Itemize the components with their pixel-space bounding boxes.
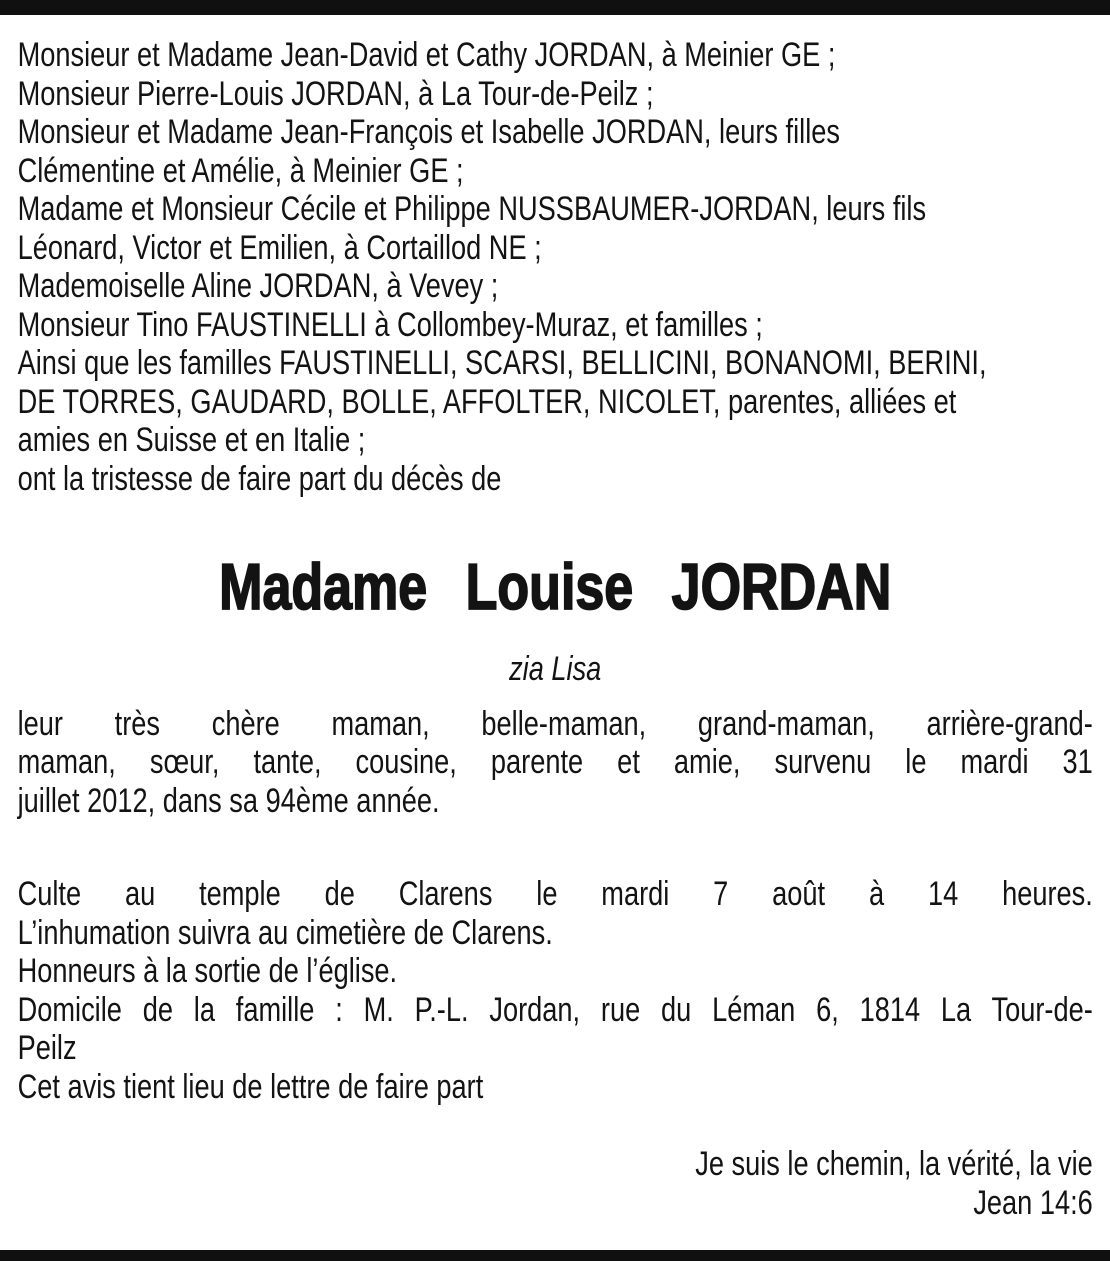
notice-content [0,15,1110,1222]
deceased-nickname: zia Lisa [509,650,602,688]
family-line: Léonard, Victor et Emilien, à Cortaillod NE ; [17,228,542,267]
family-line: Clémentine et Amélie, à Meinier GE ; [17,151,464,190]
scripture-text: Je suis le chemin, la vérité, la vie [695,1145,1093,1183]
scripture-reference: Jean 14:6 [973,1183,1093,1222]
announcement-line: maman, sœur, tante, cousine, parente et amie, survenu le mardi 31 [17,743,1093,781]
family-line: Monsieur Pierre-Louis JORDAN, à La Tour-de-Peilz ; [17,74,654,113]
scripture-quote [18,1145,1093,1222]
service-line: Culte au temple de Clarens le mardi 7 août à 14 heures. [17,875,1093,913]
honors-line: Honneurs à la sortie de l’église. [17,952,398,990]
announcement-line: juillet 2012, dans sa 94ème année. [17,781,440,820]
family-line: Monsieur et Madame Jean-David et Cathy JORDAN, à Meinier GE ; [17,36,836,74]
family-line: Madame et Monsieur Cécile et Philippe NUSSBAUMER-JORDAN, leurs fils [17,190,927,228]
top-border-bar [0,0,1110,15]
family-line: Ainsi que les familles FAUSTINELLI, SCARSI, BELLICINI, BONANOMI, BERINI, [17,344,987,382]
family-address-line: Domicile de la famille : M. P.-L. Jordan, rue du Léman 6, 1814 La Tour-de- [17,990,1093,1029]
family-list [18,36,1093,498]
announcement-paragraph [18,705,1093,821]
announcement-line: leur très chère maman, belle-maman, grand-maman, arrière-grand- [17,704,1093,743]
family-address-line: Peilz [17,1029,77,1067]
deceased-name: Madame Louise JORDAN [219,550,892,623]
family-line: Mademoiselle Aline JORDAN, à Vevey ; [17,267,499,305]
family-line: DE TORRES, GAUDARD, BOLLE, AFFOLTER, NICOLET, parentes, alliées et [17,382,957,421]
ceremony-details [18,875,1093,1106]
family-line: amies en Suisse et en Italie ; [17,421,366,459]
family-line: Monsieur et Madame Jean-François et Isabelle JORDAN, leurs filles [17,113,840,151]
family-line: Monsieur Tino FAUSTINELLI à Collombey-Muraz, et familles ; [17,305,763,344]
announcement-lead-line: ont la tristesse de faire part du décès de [17,459,502,498]
burial-line: L’inhumation suivra au cimetière de Clarens. [17,913,553,952]
notice-statement-line: Cet avis tient lieu de lettre de faire part [17,1067,484,1106]
bottom-border-bar [0,1250,1110,1261]
